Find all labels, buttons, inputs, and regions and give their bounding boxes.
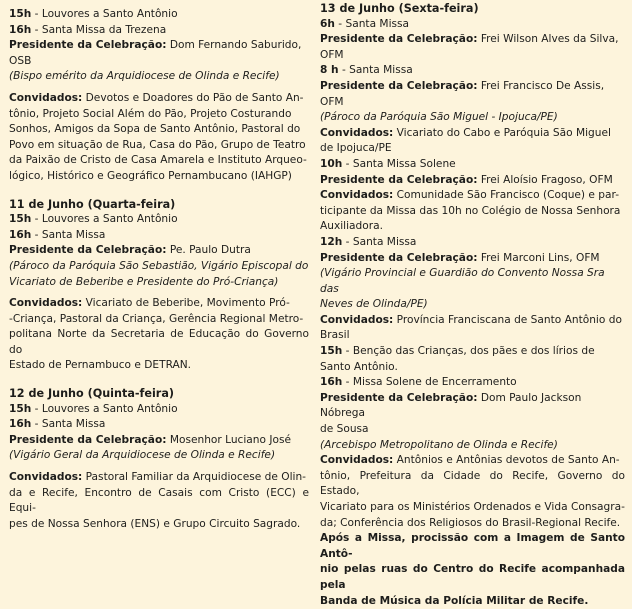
time-label: 15h	[9, 402, 32, 415]
event-text: - Santa Missa da Trezena	[31, 23, 167, 36]
presider-role: Vicariato de Beberibe e Presidente do Pró-Criança)	[9, 275, 279, 288]
presider-name: Frei Marconi Lins, OFM	[477, 251, 600, 264]
time-label: 16h	[9, 23, 32, 36]
blessing-15h: 15h - Benção das Crianças, dos pães e dos lírios de Santo Antônio.	[320, 345, 595, 373]
guests-paragraph: Convidados: Devotos e Doadores do Pão de Santo An- tônio, Projeto Social Além do Pão, Projeto Costurando Sonhos, Amigos da Sopa de Santo Antônio, Pastoral do Povo em situação de Rua, Casa do Pão, Grupo de Teatro da Paixão de Cristo de Casa Amarela e Instituto Arqueo- lógico, Histórico e Geográfico Pernambucano (IAHGP)	[9, 91, 307, 182]
time-label: 10h	[320, 157, 343, 170]
presider-name: Dom Fernando Saburido,	[166, 39, 302, 52]
schedule-block-intro	[9, 7, 309, 185]
time-label: 15h	[9, 213, 32, 226]
time-label: 16h	[9, 228, 32, 241]
presider-name: Dom Paulo Jackson Nóbrega	[320, 391, 582, 420]
left-column	[9, 7, 309, 532]
guests-label: Convidados:	[320, 189, 394, 202]
presider-role: (Pároco da Paróquia São Miguel - Ipojuca/PE)	[320, 111, 558, 124]
presider-label: Presidente da Celebração:	[320, 251, 478, 264]
mass-16h: 16h - Missa Solene de Encerramento Presidente da Celebração: Dom Paulo Jackson Nóbrega de Sousa (Arcebispo Metropolitano de Olinda e Recife) Convidados: Antônios e Antônias devotos de Santo An- tônio, Prefeitura da Cidade do Recife, Governo do Estado, Vicariato para os Ministérios Ordenados e Vida Consagra- da; Conferência dos Religiosos do Brasil-Regional Recife. Após a Missa, procissão com a Imagem de Santo Antô- nio pelas ruas do Centro do Recife acompanhada pela Banda de Música da Polícia Militar de Recife.	[320, 375, 625, 609]
schedule-block-june-12: 12 de Junho (Quinta-feira) 15h - Louvores a Santo Antônio 16h - Santa Missa Presidente da Celebração: Mosenhor Luciano José (Vigário Geral da Arquidiocese de Olinda e Recife) Convidados: Pastoral Familiar da Arquidiocese de Olin- da e Recife, Encontro de Casais com Cristo (ECC) e Equi- pes de Nossa Senhora (ENS) e Grupo Circuito Sagrado.	[9, 386, 309, 532]
time-label: 8 h	[320, 64, 339, 77]
day-heading: 13 de Junho (Sexta-feira)	[320, 2, 479, 15]
right-column	[320, 1, 625, 609]
time-label: 6h	[320, 17, 335, 30]
time-label: 16h	[320, 376, 343, 389]
presider-label: Presidente da Celebração:	[9, 244, 167, 257]
presider-name: Mosenhor Luciano José	[166, 433, 292, 446]
guests-label: Convidados:	[320, 454, 394, 467]
guests-label: Convidados:	[320, 126, 394, 139]
presider-role: (Vigário Provincial e Guardião do Convento Nossa Sra das	[320, 267, 605, 295]
time-label: 15h	[9, 8, 32, 20]
presider-name: Frei Wilson Alves da Silva,	[477, 33, 619, 46]
guests-paragraph: Convidados: Vicariato de Beberibe, Movimento Pró- -Criança, Pastoral da Criança, Gerência Regional Metro- politana Norte da Secretaria de Educação do Governo do Estado de Pernambuco e DETRAN.	[9, 297, 309, 372]
schedule-block-june-11: 11 de Junho (Quarta-feira) 15h - Louvores a Santo Antônio 16h - Santa Missa Presidente da Celebração: Pe. Paulo Dutra (Pároco da Paróquia São Sebastião, Vigário Episcopal do Vicariato de Beberibe e Presidente do Pró-Criança) Convidados: Vicariato de Beberibe, Movimento Pró- -Criança, Pastoral da Criança, Gerência Regional Metro- politana Norte da Secretaria de Educação do Governo do Estado de Pernambuco e DETRAN.	[9, 197, 309, 375]
mass-12h: 12h - Santa Missa Presidente da Celebração: Frei Marconi Lins, OFM (Vigário Provincial e Guardião do Convento Nossa Sra das Neves de Olinda/PE) Convidados: Província Franciscana de Santo Antônio do Brasil	[320, 235, 625, 344]
time-label: 15h	[320, 345, 343, 358]
guests-paragraph: Convidados: Pastoral Familiar da Arquidiocese de Olin- da e Recife, Encontro de Casais com Cristo (ECC) e Equi- pes de Nossa Senhora (ENS) e Grupo Circuito Sagrado.	[9, 471, 309, 530]
presider-label: Presidente da Celebração:	[9, 433, 167, 446]
presider-label: Presidente da Celebração:	[320, 79, 478, 92]
guests-paragraph: Convidados: Antônios e Antônias devotos de Santo An- tônio, Prefeitura da Cidade do Recife, Governo do Estado, Vicariato para os Ministérios Ordenados e Vida Consagra- da; Conferência dos Religiosos do Brasil-Regional Recife.	[320, 454, 625, 529]
presider-role: (Pároco da Paróquia São Sebastião, Vigário Episcopal do	[9, 259, 309, 272]
guests-label: Convidados:	[9, 471, 83, 484]
mass-6h: 6h - Santa Missa Presidente da Celebração: Frei Wilson Alves da Silva, OFM	[320, 17, 619, 61]
guests-label: Convidados:	[320, 313, 394, 326]
presider-name: Pe. Paulo Dutra	[166, 244, 251, 257]
day-heading: 12 de Junho (Quinta-feira)	[9, 387, 174, 401]
presider-name: Frei Francisco De Assis, OFM	[320, 79, 605, 108]
presider-label: Presidente da Celebração:	[320, 33, 478, 46]
guests-label: Convidados:	[9, 297, 83, 310]
presider-role: (Arcebispo Metropolitano de Olinda e Recife)	[320, 438, 558, 451]
presider-name-cont: OSB	[9, 54, 32, 67]
guests-paragraph: Convidados: Comunidade São Francisco (Coque) e par- ticipante da Missa das 10h no Colégio de Nossa Senhora Auxiliadora.	[320, 189, 621, 233]
presider-role: Neves de Olinda/PE)	[320, 298, 428, 311]
mass-10h: 10h - Santa Missa Solene Presidente da Celebração: Frei Aloísio Fragoso, OFM Convidados: Comunidade São Francisco (Coque) e par- ticipante da Missa das 10h no Colégio de Nossa Senhora Auxiliadora.	[320, 157, 625, 235]
event-text: - Louvores a Santo Antônio	[31, 8, 178, 20]
presider-label: Presidente da Celebração:	[9, 39, 167, 52]
time-label: 12h	[320, 235, 343, 248]
presider-name: Frei Aloísio Fragoso, OFM	[477, 173, 613, 186]
presider-label: Presidente da Celebração:	[320, 391, 478, 404]
mass-8h: 8 h - Santa Missa Presidente da Celebração: Frei Francisco De Assis, OFM (Pároco da Paróquia São Miguel - Ipojuca/PE) Convidados: Vicariato do Cabo e Paróquia São Miguel de Ipojuca/PE	[320, 63, 625, 157]
closing-note: Após a Missa, procissão com a Imagem de Santo Antô- nio pelas ruas do Centro do Recife acompanhada pela Banda de Música da Polícia Militar de Recife.	[320, 532, 625, 607]
guests-label: Convidados:	[9, 91, 83, 104]
day-heading: 11 de Junho (Quarta-feira)	[9, 197, 176, 211]
presider-role: (Vigário Geral da Arquidiocese de Olinda e Recife)	[9, 449, 276, 462]
time-label: 16h	[9, 418, 32, 431]
presider-role: (Bispo emérito da Arquidiocese de Olinda e Recife)	[9, 70, 280, 83]
presider-label: Presidente da Celebração:	[320, 173, 478, 186]
